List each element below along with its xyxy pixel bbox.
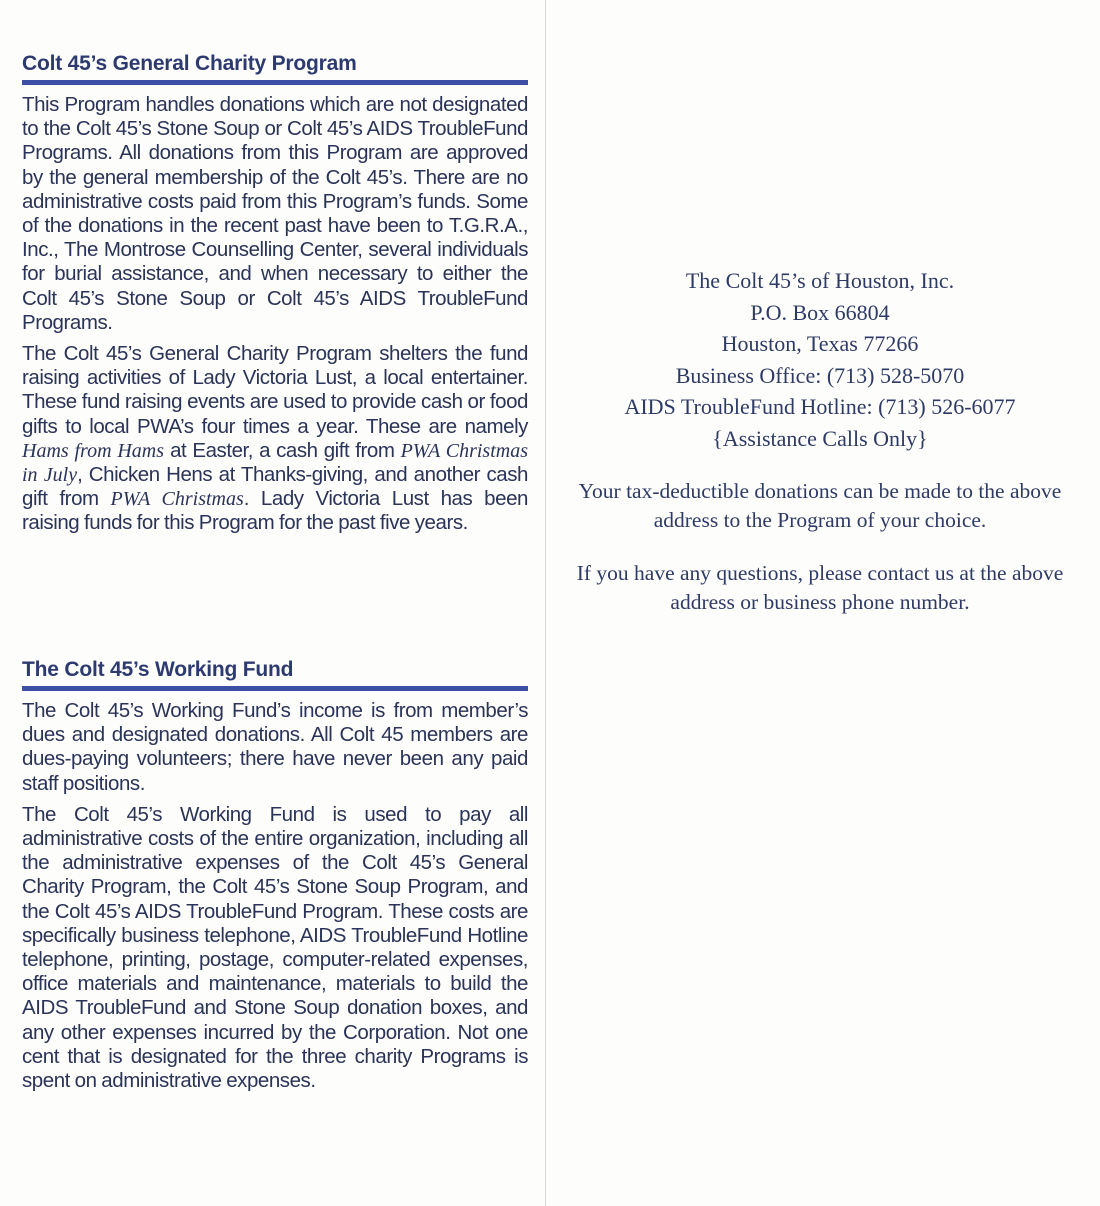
text-run: at Easter, a cash gift from [164, 438, 401, 462]
page-fold-divider [545, 0, 546, 1206]
event-title: Hams from Hams [22, 439, 165, 462]
business-phone: Business Office: (713) 528-5070 [675, 362, 965, 388]
general-charity-heading: Colt 45’s General Charity Program [22, 52, 357, 75]
org-name: The Colt 45’s of Houston, Inc. [685, 268, 955, 293]
city-state-zip: Houston, Texas 77266 [721, 331, 919, 357]
po-box: P.O. Box 66804 [750, 299, 890, 325]
working-fund-paragraph-1: The Colt 45’s Working Fund’s income is from member’s dues and designated donations. All Colt 45 members are dues-paying volunteers; there have never been any paid staff positions. [22, 699, 528, 795]
working-fund-paragraph-2: The Colt 45’s Working Fund is used to pay all administrative costs of the entire organization, including all the administrative expenses of the Colt 45’s General Charity Program, the Colt 45’s Stone Soup Program, and the Colt 45’s AIDS TroubleFund Program. These costs are specifically business telephone, AIDS TroubleFund Hotline telephone, printing, postage, computer-related expenses, office materials and maintenance, materials to build the AIDS TroubleFund and Stone Soup donation boxes, and any other expenses incurred by the Corporation. Not one cent that is designated for the three charity Programs is spent on administrative expenses. [22, 802, 528, 1093]
text-run: The Colt 45’s General Charity Program shelters the fund raising activities of Lady Victoria Lust, a local entertainer. These fund raising events are used to provide cash or food gifts to local PWA’s four times a year. These are namely [22, 342, 528, 438]
questions-note: If you have any questions, please contact us at the above address or business phone number. [576, 561, 1064, 614]
general-charity-section [22, 50, 528, 543]
donation-note: Your tax-deductible donations can be made to the above address to the Program of your choice. [578, 479, 1062, 532]
general-charity-paragraph-2 [22, 342, 528, 536]
working-fund-heading: The Colt 45’s Working Fund [22, 658, 294, 681]
text-run: , Chicken Hens at Thanks-giving, and another cash gift from [22, 463, 528, 511]
event-title: PWA Christmas in July [22, 439, 528, 487]
heading-rule [22, 80, 528, 85]
event-title: PWA Christmas [110, 488, 244, 511]
heading-rule [22, 686, 528, 691]
contact-address-block [560, 265, 1080, 455]
working-fund-section [22, 656, 528, 1100]
hotline-note: {Assistance Calls Only} [712, 425, 928, 451]
hotline-phone: AIDS TroubleFund Hotline: (713) 526-6077 [624, 394, 1016, 420]
text-run: . Lady Victoria Lust has been raising funds for this Program for the past five years. [22, 487, 528, 535]
general-charity-paragraph-1: This Program handles donations which are not designated to the Colt 45’s Stone Soup or Colt 45’s AIDS TroubleFund Programs. All donations from this Program are approved by the general membership of the Colt 45’s. There are no administrative costs paid from this Program’s funds. Some of the donations in the recent past have been to T.G.R.A., Inc., The Montrose Counselling Center, several individuals for burial assistance, and when necessary to either the Colt 45’s Stone Soup or Colt 45’s AIDS TroubleFund Programs. [22, 93, 528, 334]
